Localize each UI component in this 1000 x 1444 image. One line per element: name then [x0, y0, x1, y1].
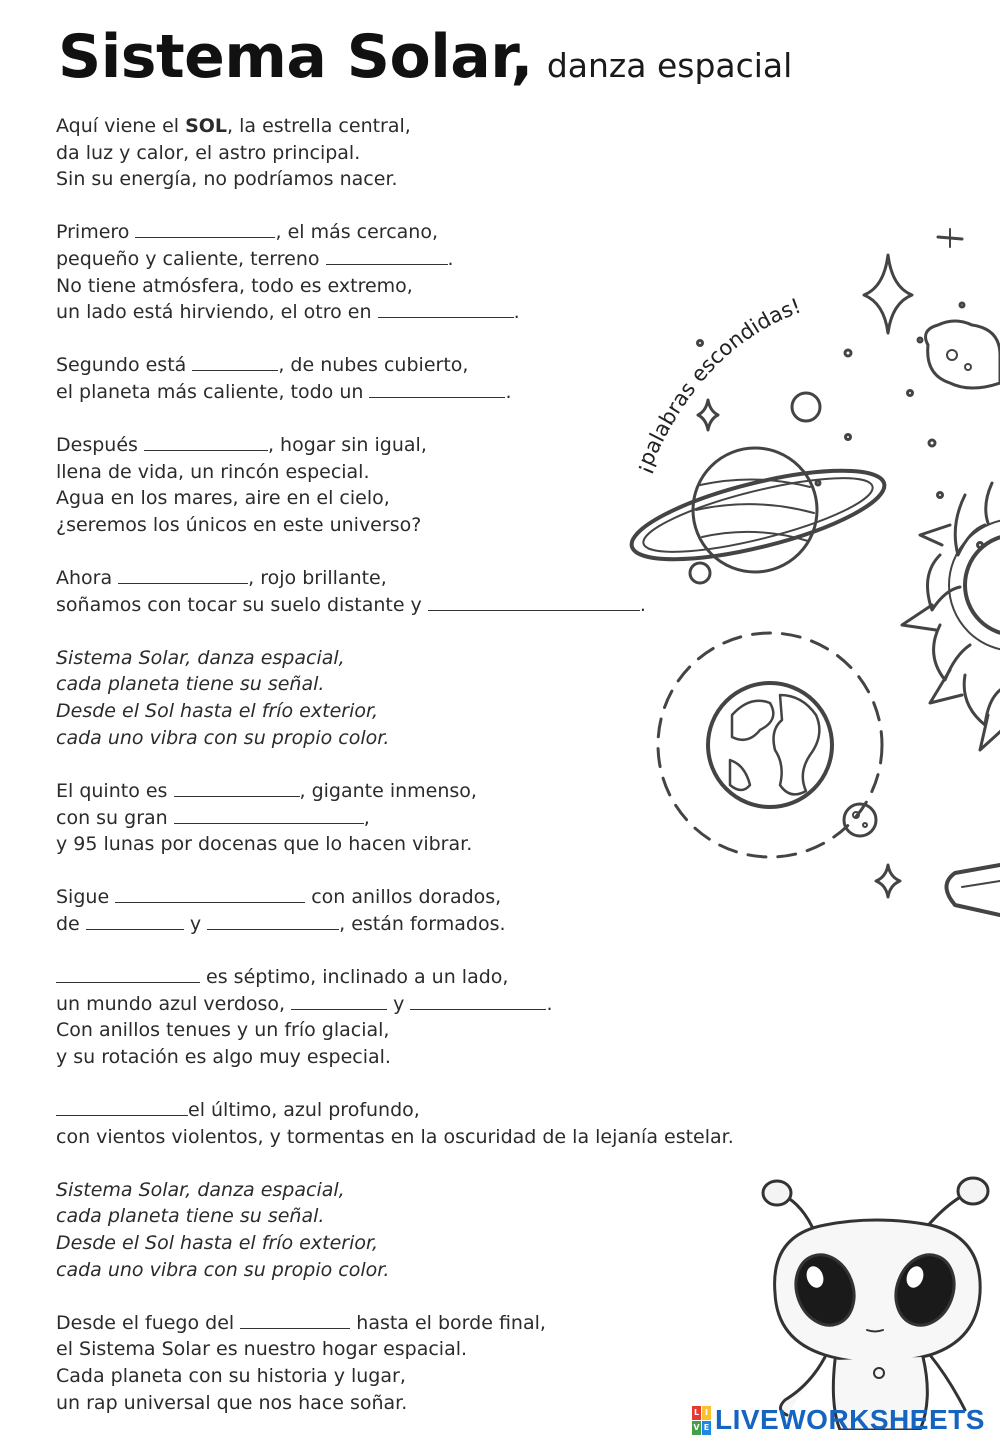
- lyric-text: Sin su energía, no podríamos nacer.: [56, 168, 398, 191]
- verse-stanza: [56, 113, 956, 193]
- answer-blank[interactable]: [86, 911, 184, 930]
- lyric-text: hasta el borde final,: [350, 1311, 546, 1334]
- moon-icon: [844, 804, 876, 836]
- answer-blank[interactable]: [174, 805, 364, 824]
- lyric-text: Desde el Sol hasta el frío exterior,: [56, 1231, 379, 1254]
- lyric-text: y 95 lunas por docenas que lo hacen vibrar.: [56, 833, 473, 856]
- lyric-text: , gigante inmenso,: [299, 779, 477, 802]
- lyric-text: el último, azul profundo,: [188, 1098, 420, 1121]
- comet-icon: [947, 865, 1000, 915]
- lyric-text: Después: [56, 434, 144, 457]
- lyric-text: No tiene atmósfera, todo es extremo,: [56, 274, 413, 297]
- lyric-text: Desde el fuego del: [56, 1311, 241, 1334]
- answer-blank[interactable]: [428, 592, 640, 611]
- lyric-text: es séptimo, inclinado a un lado,: [200, 965, 509, 988]
- title-main: Sistema Solar,: [58, 22, 533, 92]
- hidden-words-label: ¡palabras escondidas!: [630, 293, 805, 477]
- logo-badge-icon: [692, 1406, 711, 1435]
- bold-word: SOL: [185, 115, 228, 137]
- lyric-text: cada planeta tiene su señal.: [56, 1205, 325, 1228]
- lyric-text: , de nubes cubierto,: [278, 354, 469, 377]
- lyric-text: , están formados.: [339, 912, 506, 935]
- logo-badge-letter: L: [692, 1406, 701, 1420]
- lyric-text: da luz y calor, el astro principal.: [56, 141, 361, 164]
- lyric-text: de: [56, 912, 86, 935]
- star-icon: [864, 255, 912, 333]
- lyric-text: Agua en los mares, aire en el cielo,: [56, 487, 390, 510]
- lyric-text: Ahora: [56, 567, 119, 590]
- lyric-text: y: [387, 992, 411, 1015]
- lyric-text: Segundo está: [56, 354, 193, 377]
- lyric-text: El quinto es: [56, 779, 174, 802]
- sun-icon: [902, 483, 1000, 750]
- small-planet-icon: [792, 393, 820, 421]
- lyric-text: un mundo azul verdoso,: [56, 992, 292, 1015]
- lyric-text: Sistema Solar, danza espacial,: [56, 646, 345, 669]
- lyric-text: con su gran: [56, 806, 174, 829]
- logo-text: LIVEWORKSHEETS: [715, 1404, 985, 1435]
- lyric-text: Sistema Solar, danza espacial,: [56, 1178, 345, 1201]
- answer-blank[interactable]: [378, 299, 514, 318]
- liveworksheets-logo: [692, 1405, 985, 1435]
- lyric-line: [56, 1017, 956, 1044]
- worksheet-title: [58, 22, 792, 92]
- answer-blank[interactable]: [118, 565, 248, 584]
- lyric-text: Primero: [56, 221, 136, 244]
- lyric-text: , la estrella central,: [227, 115, 411, 137]
- title-subtitle: danza espacial: [546, 46, 793, 85]
- lyric-line: [56, 113, 956, 140]
- lyric-text: con vientos violentos, y tormentas en la oscuridad de la lejanía estelar.: [56, 1125, 734, 1148]
- lyric-text: pequeño y caliente, terreno: [56, 248, 326, 271]
- space-illustration: [620, 225, 1000, 925]
- lyric-text: Cada planeta con su historia y lugar,: [56, 1365, 406, 1388]
- lyric-text: el Sistema Solar es nuestro hogar espacial.: [56, 1338, 468, 1361]
- lyric-text: .: [639, 593, 646, 616]
- lyric-text: cada uno vibra con su propio color.: [56, 1258, 390, 1281]
- answer-blank[interactable]: [56, 964, 200, 983]
- logo-badge-letter: I: [702, 1406, 711, 1420]
- saturn-icon: [624, 448, 892, 577]
- star-icon: [876, 865, 900, 897]
- answer-blank[interactable]: [326, 246, 448, 265]
- lyric-text: Desde el Sol hasta el frío exterior,: [56, 700, 379, 723]
- lyric-text: y su rotación es algo muy especial.: [56, 1045, 391, 1068]
- lyric-text: , hogar sin igual,: [267, 434, 427, 457]
- lyric-line: [56, 1097, 956, 1124]
- answer-blank[interactable]: [115, 884, 305, 903]
- lyric-text: soñamos con tocar su suelo distante y: [56, 593, 428, 616]
- answer-blank[interactable]: [144, 432, 268, 451]
- lyric-text: .: [546, 992, 553, 1015]
- verse-stanza: [56, 1097, 956, 1150]
- star-icon: [698, 400, 718, 430]
- logo-badge-letter: E: [702, 1421, 711, 1435]
- answer-blank[interactable]: [207, 911, 339, 930]
- answer-blank[interactable]: [369, 379, 505, 398]
- lyric-text: y: [183, 912, 208, 935]
- asteroid-icon: [926, 321, 1000, 388]
- lyric-line: [56, 964, 956, 991]
- lyric-text: el planeta más caliente, todo un: [56, 381, 370, 404]
- lyric-text: , el más cercano,: [275, 221, 438, 244]
- lyric-text: , rojo brillante,: [248, 567, 387, 590]
- lyric-line: [56, 166, 956, 193]
- answer-blank[interactable]: [174, 778, 300, 797]
- lyric-line: [56, 1044, 956, 1071]
- logo-badge-letter: V: [692, 1421, 701, 1435]
- lyric-text: con anillos dorados,: [305, 886, 502, 909]
- verse-stanza: [56, 964, 956, 1071]
- lyric-line: [56, 1124, 956, 1151]
- alien-character: [755, 1165, 1000, 1430]
- answer-blank[interactable]: [410, 991, 546, 1010]
- answer-blank[interactable]: [291, 991, 387, 1010]
- lyric-text: llena de vida, un rincón especial.: [56, 460, 370, 483]
- lyric-text: ¿seremos los únicos en este universo?: [56, 514, 422, 537]
- answer-blank[interactable]: [192, 352, 278, 371]
- answer-blank[interactable]: [240, 1310, 350, 1329]
- lyric-text: un lado está hirviendo, el otro en: [56, 301, 378, 324]
- lyric-text: un rap universal que nos hace soñar.: [56, 1391, 408, 1414]
- lyric-text: Aquí viene el: [56, 115, 186, 137]
- lyric-text: .: [505, 381, 512, 404]
- earth-icon: [658, 633, 882, 857]
- lyric-line: [56, 140, 956, 167]
- answer-blank[interactable]: [56, 1097, 188, 1116]
- lyric-line: [56, 991, 956, 1018]
- answer-blank[interactable]: [135, 219, 275, 238]
- lyric-text: .: [447, 248, 454, 271]
- lyric-text: .: [513, 301, 520, 324]
- lyric-text: cada uno vibra con su propio color.: [56, 726, 390, 749]
- lyric-text: Sigue: [56, 886, 116, 909]
- lyric-text: ,: [363, 806, 370, 829]
- lyric-text: cada planeta tiene su señal.: [56, 673, 325, 696]
- lyric-text: Con anillos tenues y un frío glacial,: [56, 1019, 390, 1042]
